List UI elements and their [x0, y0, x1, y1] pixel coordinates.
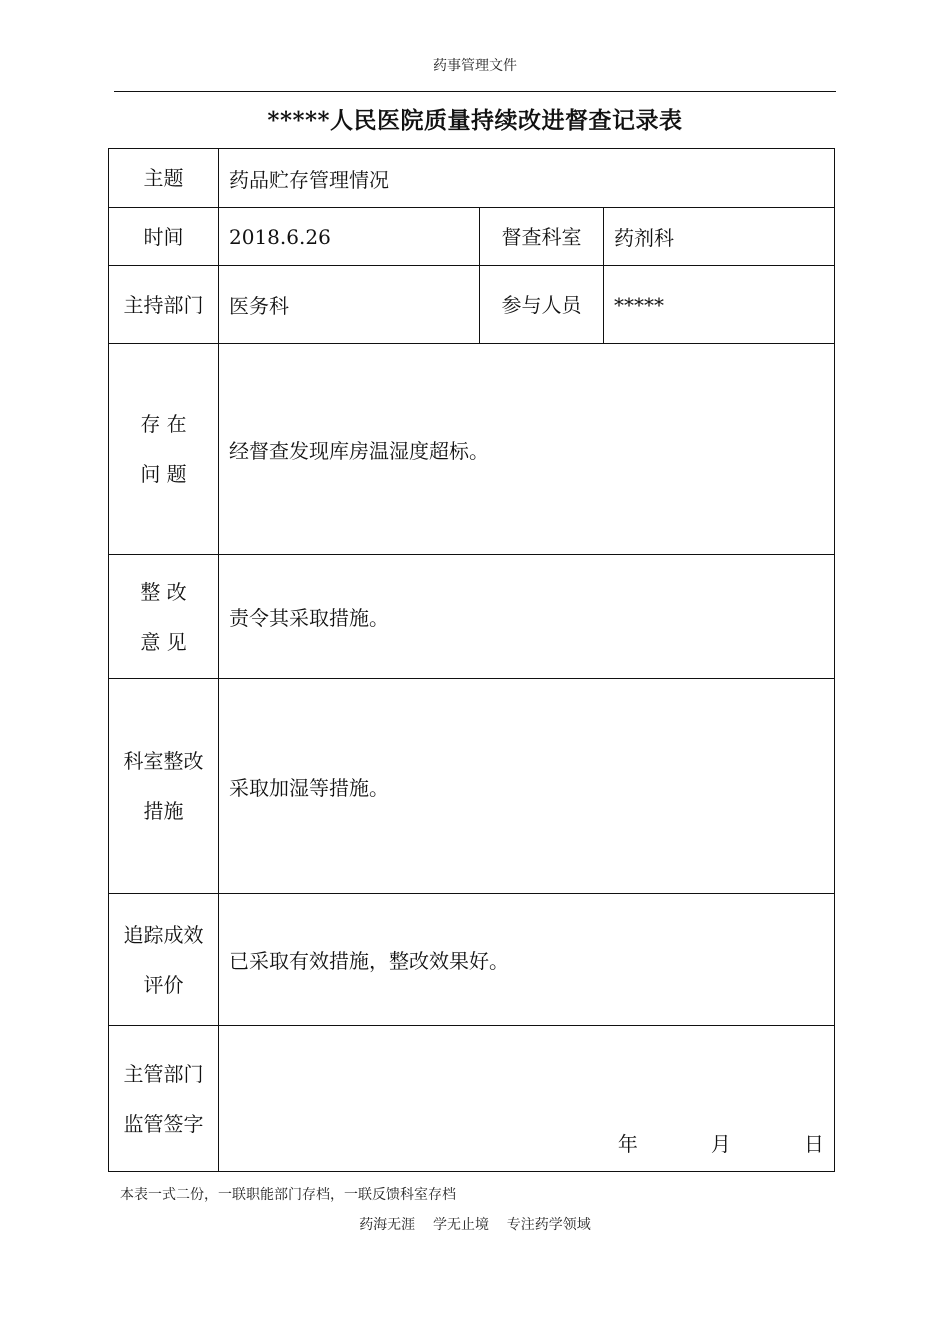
- signature-date: 年 月 日: [617, 1132, 824, 1156]
- issues-label-line1: 存 在: [140, 412, 187, 436]
- measures-label-line2: 措施: [143, 799, 184, 823]
- row-tracking: [109, 894, 835, 1026]
- row-host: [109, 266, 835, 344]
- header-divider: [114, 91, 836, 92]
- row-issues: [109, 344, 835, 555]
- row-time: [109, 208, 835, 266]
- dept-checked-value: 药剂科: [604, 208, 835, 266]
- opinion-label-line1: 整 改: [140, 579, 187, 604]
- time-label: 时间: [109, 208, 219, 266]
- time-value: 2018.6.26: [219, 208, 480, 266]
- host-dept-label: 主持部门: [109, 266, 219, 344]
- opinion-label-line2: 意 见: [140, 629, 187, 654]
- measures-value: 采取加湿等措施。: [219, 679, 835, 894]
- supervisor-label: [109, 1026, 219, 1172]
- participants-value: *****: [604, 266, 835, 344]
- opinion-label: [109, 555, 219, 679]
- dept-checked-label: 督查科室: [480, 208, 604, 266]
- opinion-value: 责令其采取措施。: [219, 555, 835, 679]
- tracking-label-line2: 评价: [143, 972, 184, 997]
- supervisor-label-line2: 监管签字: [123, 1111, 204, 1136]
- tracking-label-line1: 追踪成效: [123, 922, 204, 947]
- row-supervisor: [109, 1026, 835, 1172]
- topic-value: 药品贮存管理情况: [219, 149, 835, 208]
- page-footer: 药海无涯 学无止境 专注药学领域: [359, 1217, 591, 1233]
- host-dept-value: 医务科: [219, 266, 480, 344]
- issues-label-line2: 问 题: [140, 462, 187, 486]
- issues-label: [109, 344, 219, 555]
- filing-note: 本表一式二份，一联职能部门存档，一联反馈科室存档: [120, 1187, 456, 1203]
- row-measures: [109, 679, 835, 894]
- form-title: *****人民医院质量持续改进督查记录表: [267, 107, 683, 134]
- participants-label: 参与人员: [480, 266, 604, 344]
- measures-label: [109, 679, 219, 894]
- topic-label: 主题: [109, 149, 219, 208]
- supervisor-signature-area[interactable]: [219, 1026, 835, 1172]
- row-topic: [109, 149, 835, 208]
- tracking-value: 已采取有效措施，整改效果好。: [219, 894, 835, 1026]
- inspection-record-table: [108, 148, 835, 1172]
- measures-label-line1: 科室整改: [123, 749, 204, 773]
- issues-value: 经督查发现库房温湿度超标。: [219, 344, 835, 555]
- tracking-label: [109, 894, 219, 1026]
- supervisor-label-line1: 主管部门: [123, 1061, 204, 1086]
- document-category: 药事管理文件: [433, 58, 517, 74]
- row-opinion: [109, 555, 835, 679]
